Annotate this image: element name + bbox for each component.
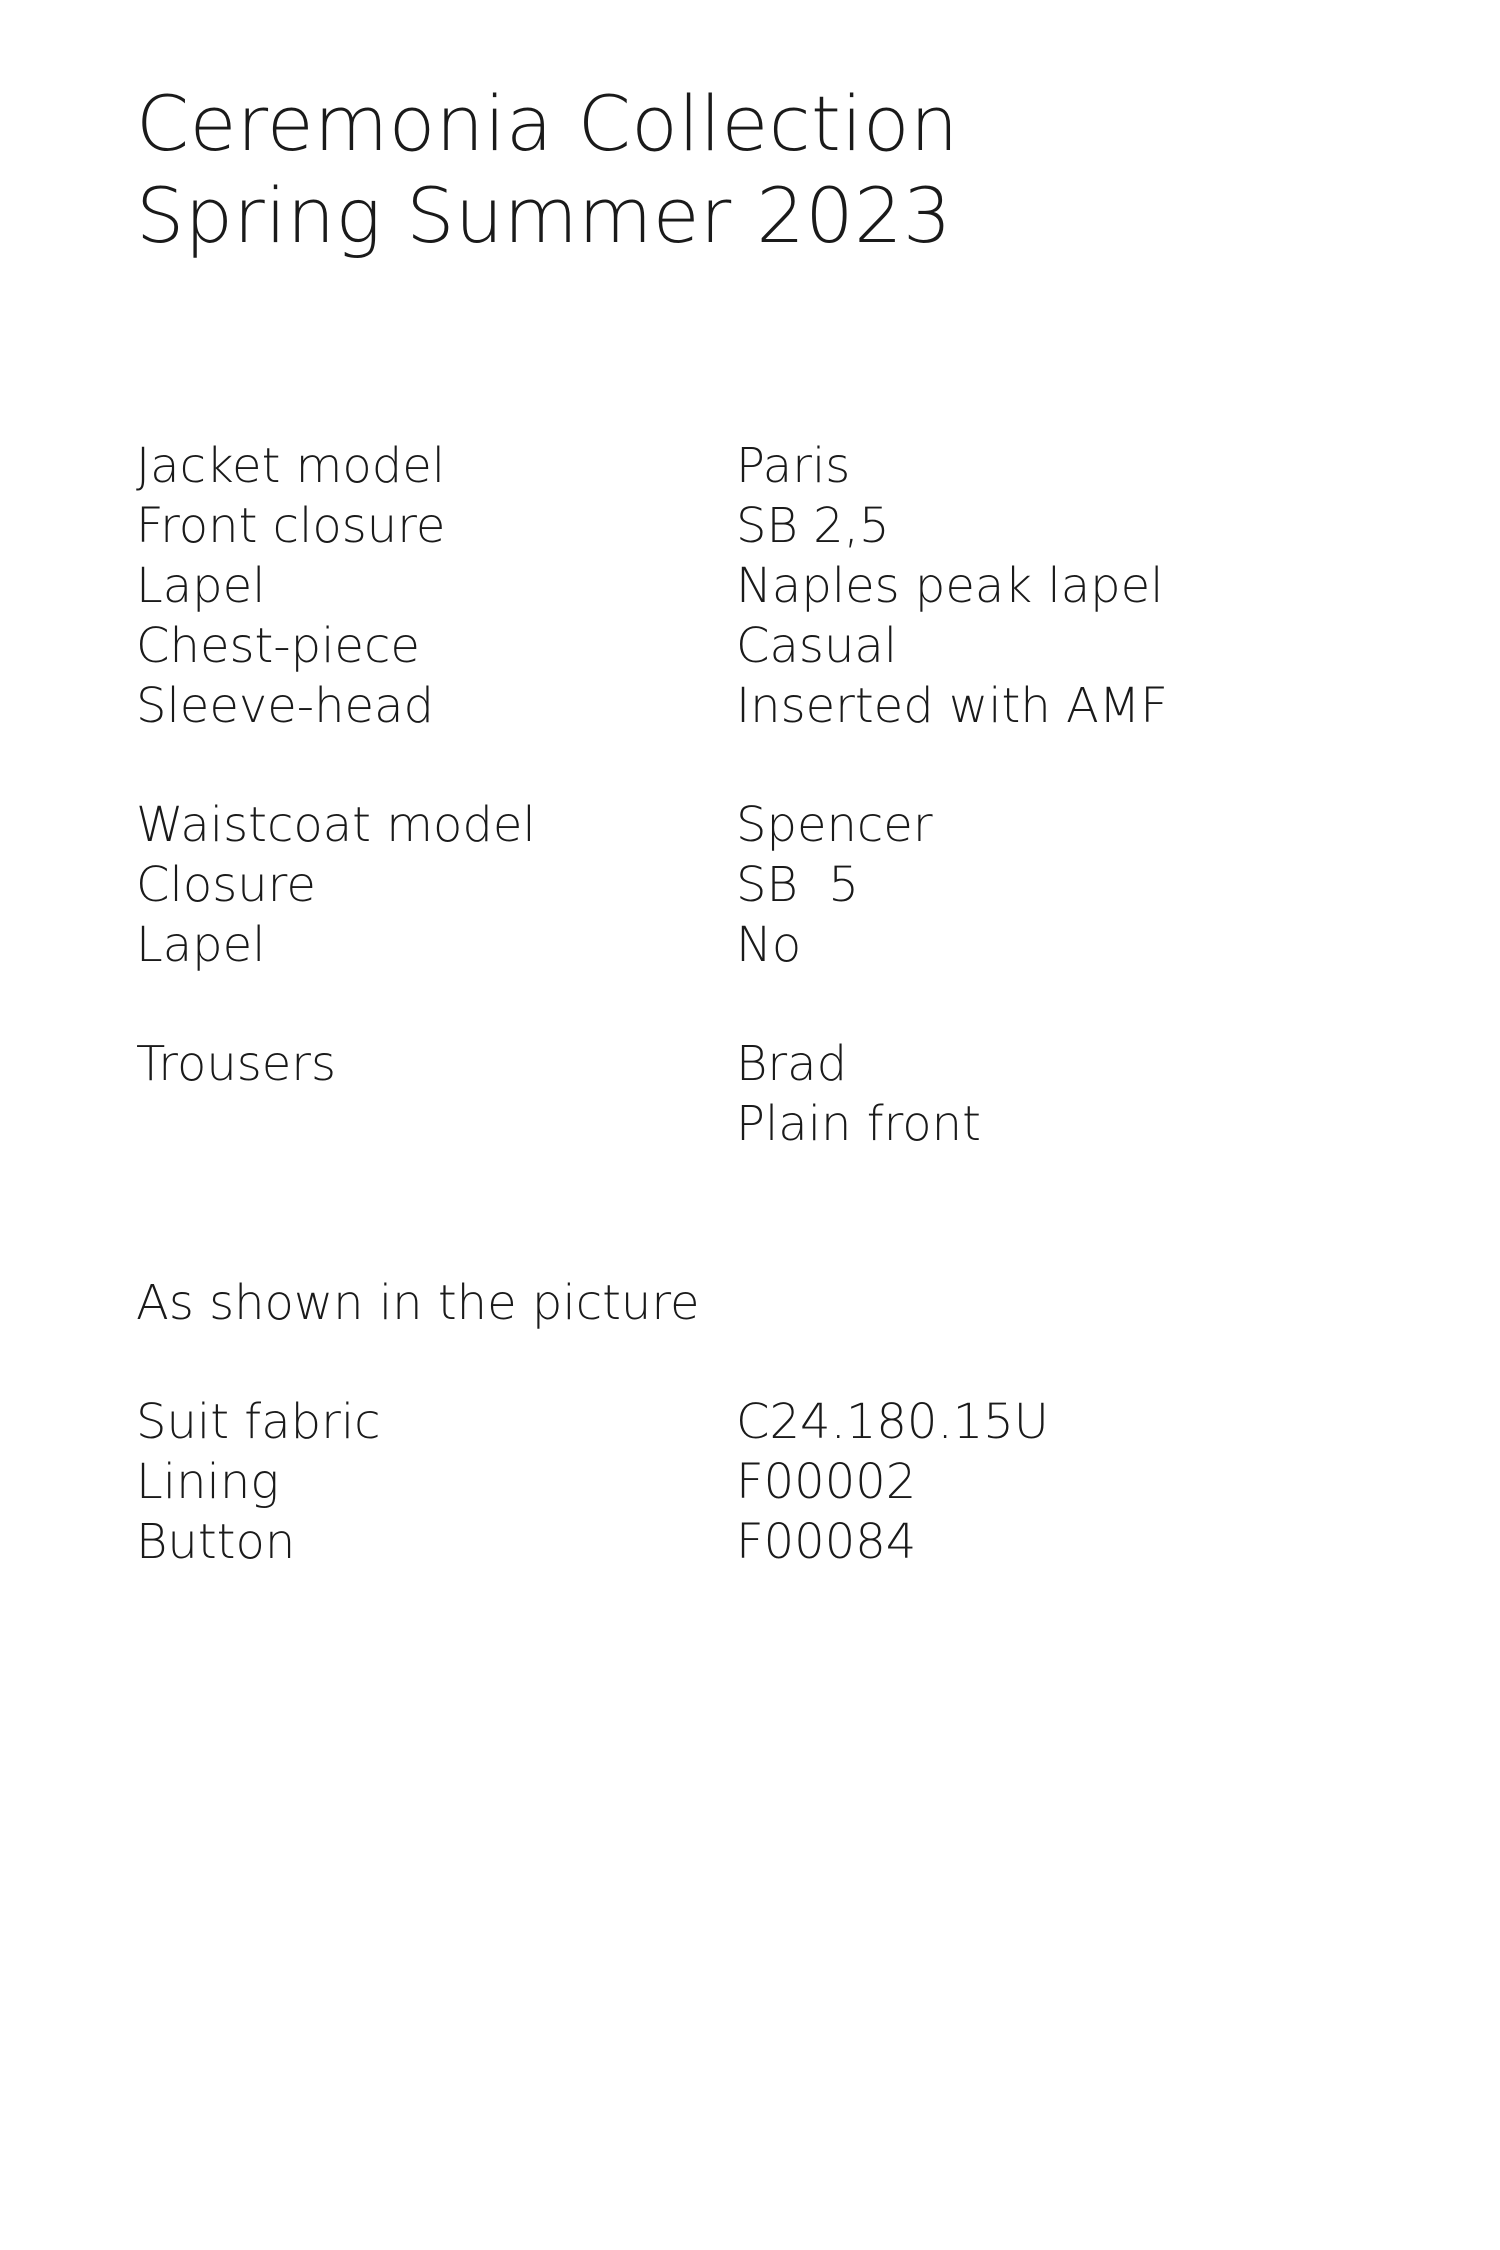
spec-value: No — [736, 917, 802, 973]
spec-row-button — [136, 1512, 1416, 1572]
spec-label: Front closure — [136, 498, 446, 554]
spec-row-jacket-lapel — [136, 556, 1416, 616]
page-title — [136, 78, 959, 262]
spec-row-waistcoat-lapel — [136, 915, 1416, 975]
spec-label: Sleeve-head — [136, 678, 434, 734]
spec-row-lining — [136, 1452, 1416, 1512]
spec-value: Paris — [736, 438, 851, 494]
spec-row-trousers — [136, 1034, 1416, 1094]
title-season: Spring Summer 2023 — [136, 171, 952, 260]
spec-value: Brad — [736, 1036, 848, 1092]
note-row — [136, 1273, 1416, 1333]
spec-row-chest-piece — [136, 616, 1416, 676]
spec-label: Jacket model — [136, 438, 446, 494]
spec-value: C24.180.15U — [736, 1394, 1049, 1450]
spec-row-trousers-front — [136, 1094, 1416, 1154]
spec-label — [136, 1094, 736, 1154]
spec-label: Lapel — [136, 558, 266, 614]
section-spacer — [136, 1333, 1416, 1392]
spec-table — [136, 436, 1416, 1572]
spec-label: Chest-piece — [136, 618, 420, 674]
spec-row-front-closure — [136, 496, 1416, 556]
spec-value: Plain front — [736, 1096, 981, 1152]
spec-label: Closure — [136, 857, 316, 913]
spec-row-suit-fabric — [136, 1392, 1416, 1452]
title-collection: Ceremonia Collection — [136, 79, 959, 168]
spec-label: Lining — [136, 1454, 280, 1510]
spec-value: F00084 — [736, 1514, 917, 1570]
spec-value: Casual — [736, 618, 898, 674]
spec-value: Spencer — [736, 797, 933, 853]
spec-label: Button — [136, 1514, 296, 1570]
spec-label: Trousers — [136, 1036, 337, 1092]
spec-label: Suit fabric — [136, 1394, 381, 1450]
spec-value: SB 2,5 — [736, 498, 890, 554]
spec-label: Lapel — [136, 917, 266, 973]
spec-row-sleeve-head — [136, 676, 1416, 736]
section-spacer — [136, 1154, 1416, 1273]
spec-value: F00002 — [736, 1454, 917, 1510]
spec-value: SB 5 — [736, 857, 859, 913]
spec-value: Inserted with AMF — [736, 678, 1168, 734]
spec-label: Waistcoat model — [136, 797, 536, 853]
spec-row-waistcoat-model — [136, 795, 1416, 855]
spec-value: Naples peak lapel — [736, 558, 1164, 614]
spec-row-waistcoat-closure — [136, 855, 1416, 915]
section-spacer — [136, 736, 1416, 795]
spec-row-jacket-model — [136, 436, 1416, 496]
note-text: As shown in the picture — [136, 1275, 700, 1331]
section-spacer — [136, 975, 1416, 1034]
